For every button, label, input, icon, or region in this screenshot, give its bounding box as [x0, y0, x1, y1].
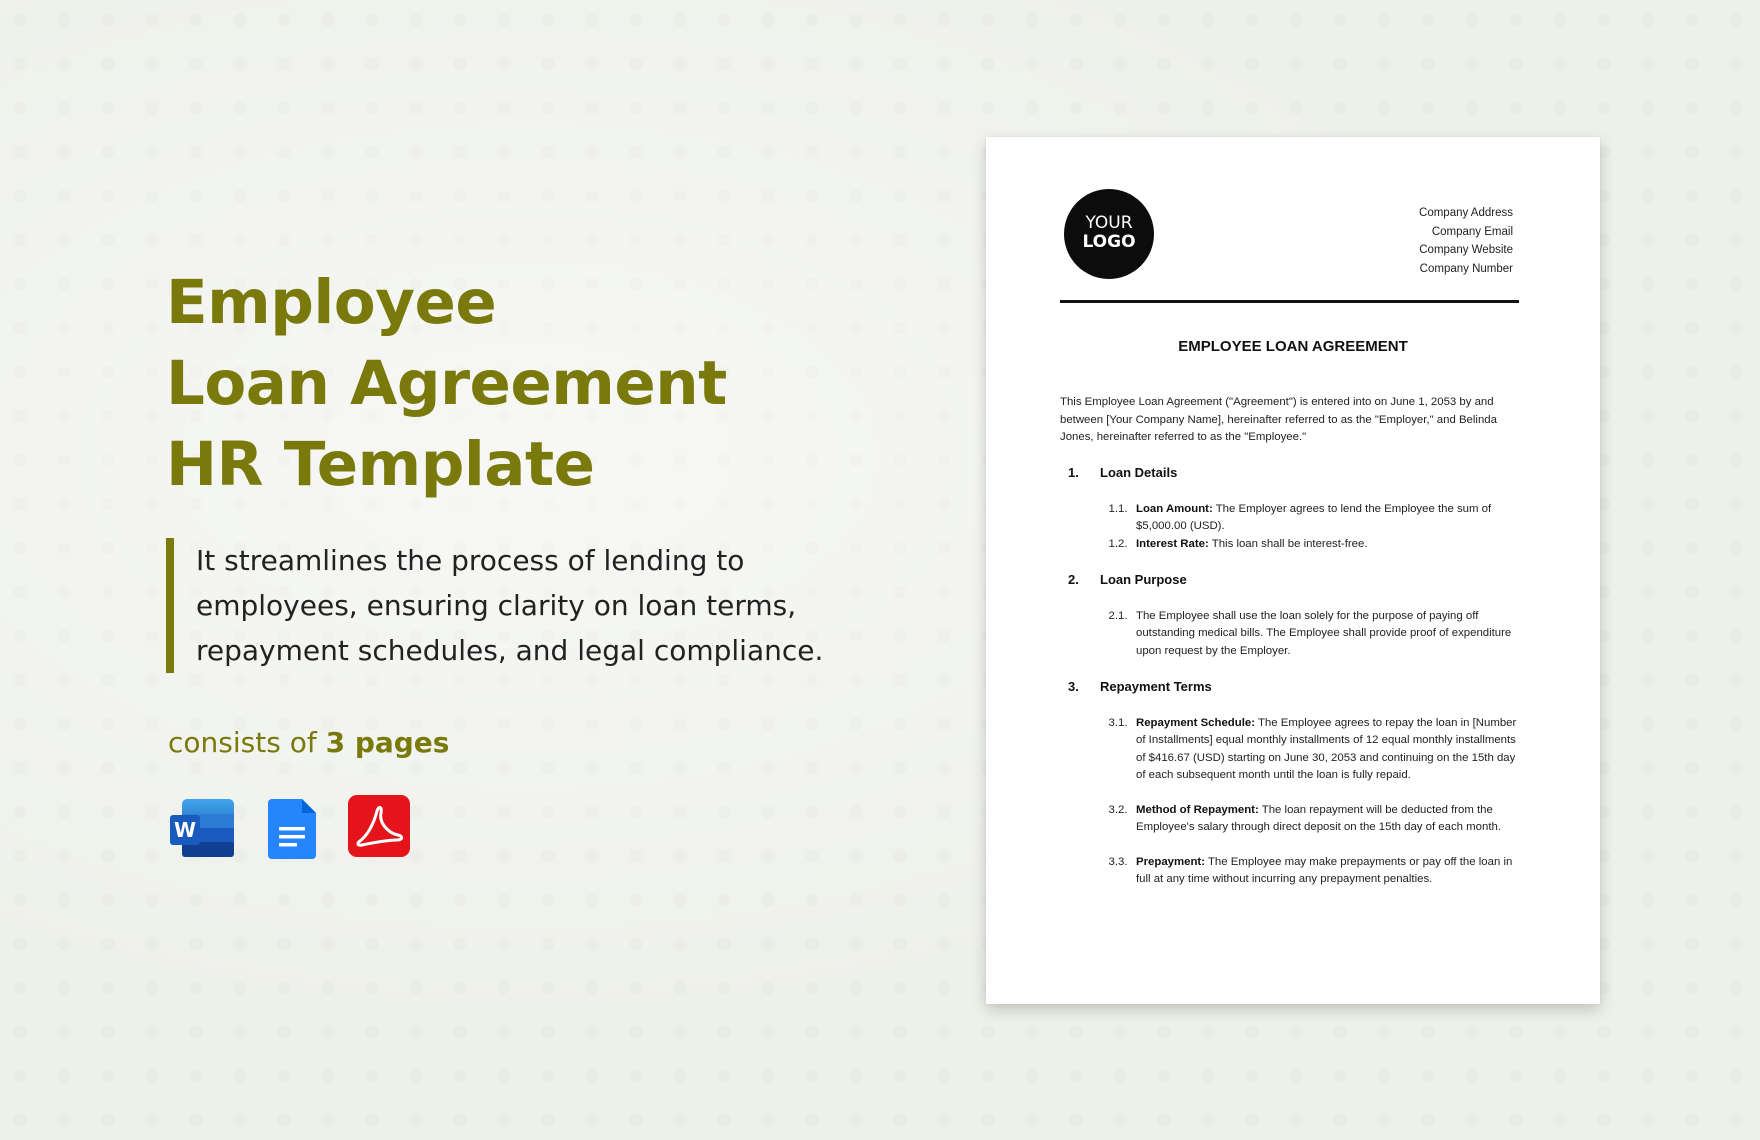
- document-preview: [986, 137, 1600, 1004]
- logo-placeholder: [1064, 189, 1154, 279]
- section-title: Repayment Terms: [1100, 679, 1212, 694]
- company-email: Company Email: [1431, 225, 1513, 238]
- word-icon[interactable]: [168, 795, 238, 857]
- clause: [1100, 802, 1520, 837]
- title-line-3: HR Template: [166, 429, 595, 500]
- page-count-prefix: consists of: [168, 726, 326, 759]
- clause: [1100, 608, 1520, 660]
- clause-text: The Employee shall use the loan solely for the purpose of paying off outstanding medical bills. The Employee shall provide proof of expenditure upon request by the Employer.: [1136, 610, 1512, 657]
- section-title: Loan Purpose: [1100, 572, 1187, 587]
- clause-label: Method of Repayment:: [1136, 804, 1259, 816]
- clause-text: The Employee may make prepayments or pay off the loan in full at any time without incurring any prepayment penalties.: [1136, 856, 1513, 886]
- clause: [1100, 501, 1520, 536]
- clause: [1100, 854, 1520, 889]
- section-heading: [1068, 572, 1187, 587]
- clause-number: 1.1.: [1108, 503, 1128, 515]
- clause-number: 3.2.: [1108, 804, 1128, 816]
- word-icon-letter: W: [173, 818, 197, 842]
- clause-text: This loan shall be interest-free.: [1208, 538, 1368, 550]
- section-heading: [1068, 465, 1177, 480]
- page-count-value: 3 pages: [325, 726, 450, 759]
- header-divider: [1060, 300, 1519, 303]
- clause-number: 2.1.: [1108, 610, 1128, 622]
- document-title: EMPLOYEE LOAN AGREEMENT: [1178, 338, 1408, 355]
- template-title: [166, 262, 727, 505]
- clause: [1100, 715, 1520, 784]
- company-info: [1419, 204, 1513, 278]
- section-title: Loan Details: [1100, 465, 1178, 480]
- clause-text: The Employee agrees to repay the loan in [Number of Installments] equal monthly installments of 12 equal monthly installments of $416.67 (USD) starting on June 30, 2053 and continuing on the 15th day of each subsequent month until the loan is fully repaid.: [1136, 717, 1517, 781]
- google-docs-icon[interactable]: [268, 795, 318, 857]
- section-heading: [1068, 679, 1212, 694]
- company-number: Company Number: [1419, 262, 1513, 275]
- clause-label: Repayment Schedule:: [1136, 717, 1256, 729]
- page-count: [168, 726, 449, 759]
- clause-label: Interest Rate:: [1136, 538, 1209, 550]
- clause-number: 3.1.: [1108, 717, 1128, 729]
- logo-line-2: LOGO: [1082, 232, 1136, 252]
- title-line-1: Employee: [166, 267, 497, 338]
- format-icons: [168, 795, 410, 857]
- company-address: Company Address: [1419, 207, 1513, 219]
- clause-number: 3.3.: [1108, 856, 1128, 868]
- section-number: 3.: [1068, 679, 1079, 694]
- pdf-icon[interactable]: [348, 795, 410, 857]
- template-description: It streamlines the process of lending to employees, ensuring clarity on loan terms, repayment schedules, and legal compliance.: [166, 538, 846, 673]
- section-number: 2.: [1068, 572, 1079, 587]
- clause-text: The Employer agrees to lend the Employee the sum of $5,000.00 (USD).: [1136, 503, 1492, 533]
- clause: [1100, 536, 1520, 553]
- clause-number: 1.2.: [1108, 538, 1128, 550]
- clause-label: Loan Amount:: [1136, 503, 1213, 515]
- clause-label: Prepayment:: [1136, 856, 1206, 868]
- intro-paragraph: This Employee Loan Agreement ("Agreement") is entered into on June 1, 2053 by and between [Your Company Name], hereinafter referred to as the "Employer," and Belinda Jones, hereinafter referred to as the "Employee.": [1060, 396, 1497, 443]
- clause-text: The loan repayment will be deducted from the Employee's salary through direct deposit on the 15th day of each month.: [1136, 804, 1501, 834]
- company-website: Company Website: [1419, 244, 1513, 256]
- section-number: 1.: [1068, 465, 1079, 480]
- logo-line-1: YOUR: [1085, 213, 1133, 233]
- title-line-2: Loan Agreement: [166, 348, 727, 419]
